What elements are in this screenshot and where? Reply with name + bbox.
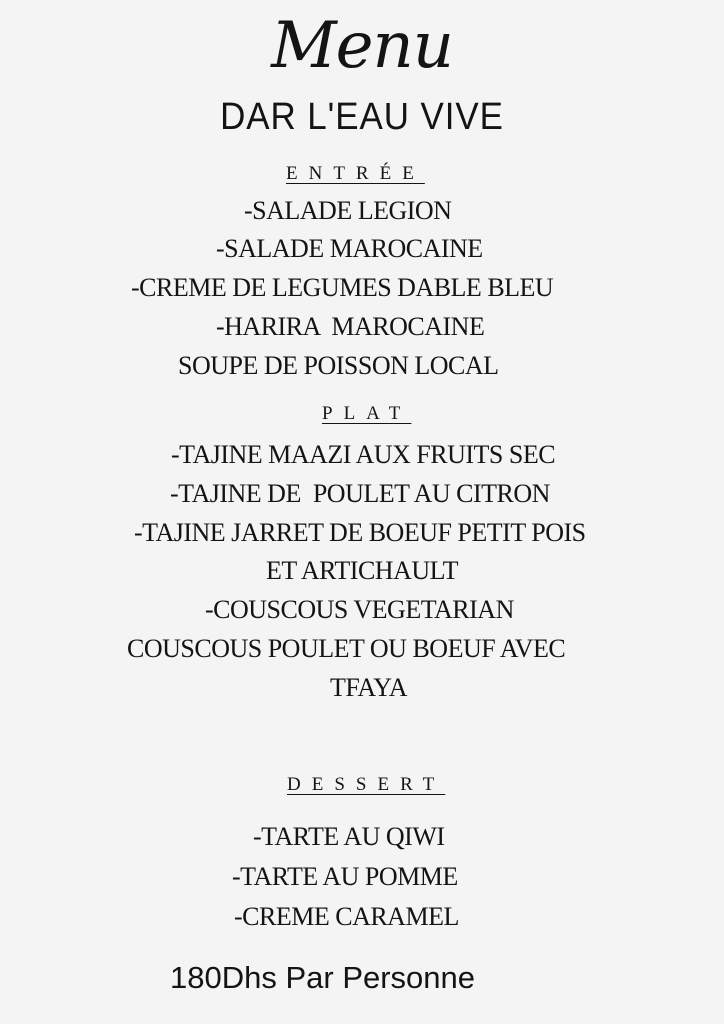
section-heading-dessert: DESSERT: [287, 774, 446, 795]
menu-item: ET ARTICHAULT: [266, 556, 459, 585]
menu-item: -SALADE LEGION: [244, 196, 452, 225]
menu-item: COUSCOUS POULET OU BOEUF AVEC: [127, 634, 566, 663]
price-per-person: 180Dhs Par Personne: [170, 960, 476, 995]
menu-item: -CREME DE LEGUMES DABLE BLEU: [131, 273, 554, 302]
restaurant-name: DAR L'EAU VIVE: [220, 96, 504, 138]
menu-script-title: Menu: [271, 9, 453, 83]
menu-item: SOUPE DE POISSON LOCAL: [178, 351, 499, 380]
section-heading-entree: ENTRÉE: [286, 163, 425, 184]
menu-item: -CREME CARAMEL: [234, 902, 459, 931]
menu-item: TFAYA: [330, 673, 407, 702]
menu-item: -TAJINE JARRET DE BOEUF PETIT POIS: [134, 518, 586, 547]
menu-item: -SALADE MAROCAINE: [216, 234, 483, 263]
menu-item: -TARTE AU QIWI: [253, 822, 445, 851]
menu-item: -TAJINE DE POULET AU CITRON: [170, 479, 550, 508]
menu-item: -TARTE AU POMME: [232, 862, 458, 891]
menu-item: -TAJINE MAAZI AUX FRUITS SEC: [171, 440, 556, 469]
section-heading-plat: PLAT: [322, 403, 412, 424]
menu-item: -HARIRA MAROCAINE: [216, 312, 485, 341]
menu-item: -COUSCOUS VEGETARIAN: [205, 595, 514, 624]
